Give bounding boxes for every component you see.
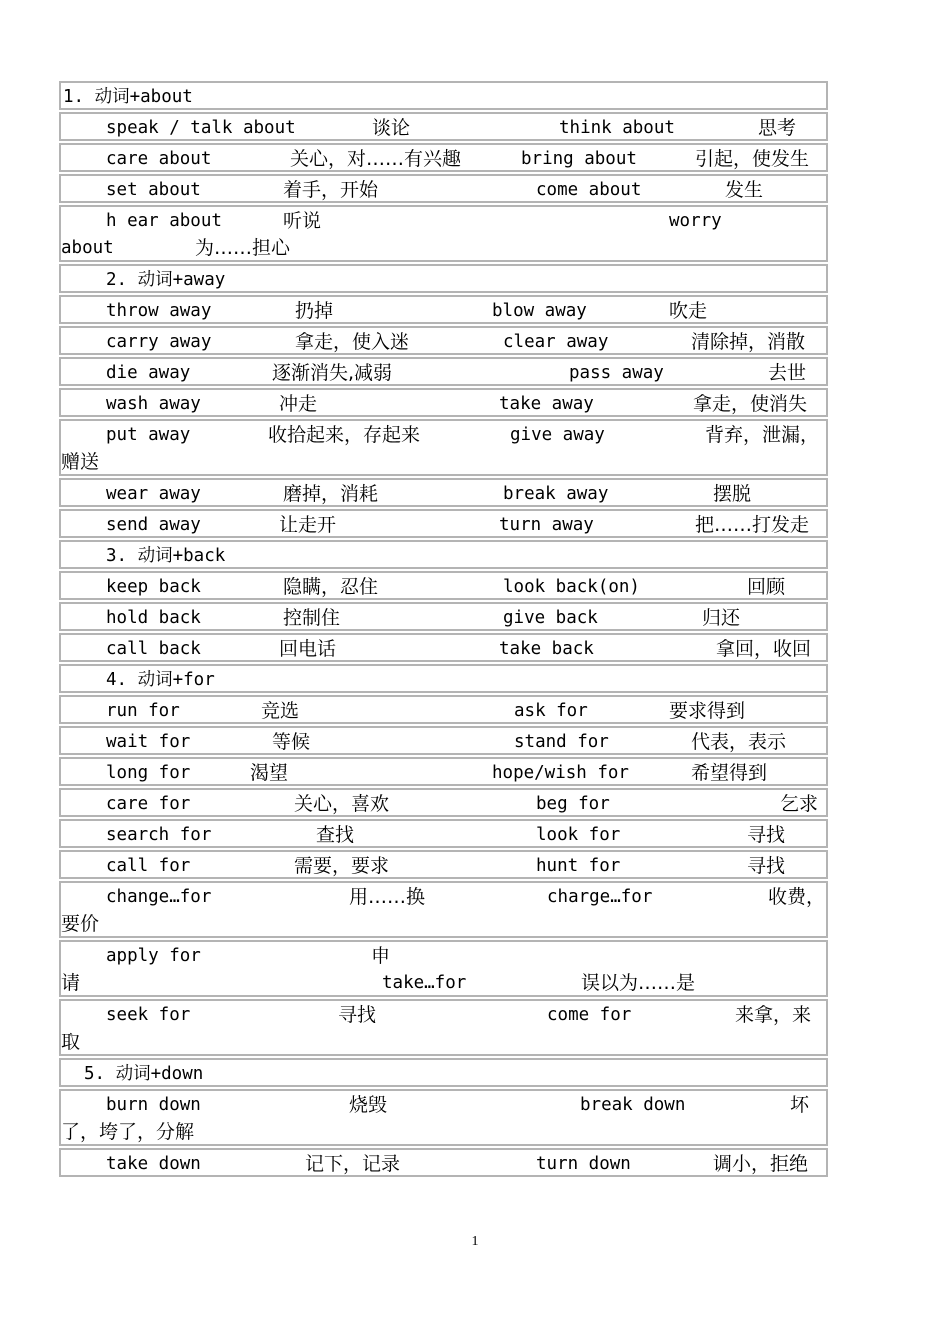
table-cell: 听说 (283, 210, 322, 232)
table-cell: die away (106, 363, 191, 383)
table-cell: long for (106, 763, 191, 783)
table-cell: take…for (382, 973, 467, 993)
table-cell: 寻找 (747, 855, 786, 877)
table-cell: hold back (106, 608, 201, 628)
table-row (59, 881, 828, 938)
table-cell: 扔掉 (295, 300, 334, 322)
table-cell: 希望得到 (691, 762, 768, 784)
table-cell: 隐瞒，忍住 (283, 576, 379, 598)
table-cell: 逐渐消失,减弱 (272, 362, 393, 384)
table-cell: hope/wish for (492, 763, 629, 783)
table-row (59, 1148, 828, 1177)
table-row (59, 174, 828, 203)
table-cell: carry away (106, 332, 212, 352)
table-cell: 清除掉，消散 (691, 331, 806, 353)
table-cell: care about (106, 149, 212, 169)
table-row (59, 788, 828, 817)
table-cell: run for (106, 701, 180, 721)
table-cell: 记下，记录 (305, 1153, 401, 1175)
table-cell: 要价 (61, 913, 100, 935)
table-cell: pass away (569, 363, 664, 383)
table-cell: look for (536, 825, 621, 845)
table-cell: 请 (61, 972, 81, 994)
table-cell: take away (499, 394, 594, 414)
table-cell: 申 (371, 945, 391, 967)
table-row (59, 264, 828, 293)
table-cell: about (61, 238, 114, 258)
table-row (59, 1089, 828, 1146)
table-row (59, 999, 828, 1056)
table-cell: 3. 动词+back (106, 546, 226, 566)
table-row (59, 295, 828, 324)
table-cell: 关心，喜欢 (294, 793, 390, 815)
table-cell: 收费， (768, 886, 826, 908)
table-cell: wash away (106, 394, 201, 414)
table-cell: 了，垮了，分解 (61, 1121, 195, 1143)
table-cell: 着手，开始 (283, 179, 379, 201)
table-cell: set about (106, 180, 201, 200)
table-cell: 寻找 (338, 1004, 377, 1026)
table-row (59, 940, 828, 997)
table-cell: change…for (106, 887, 212, 907)
table-cell: give away (510, 425, 605, 445)
table-row (59, 633, 828, 662)
table-cell: seek for (106, 1005, 191, 1025)
table-row (59, 1058, 828, 1087)
table-row (59, 695, 828, 724)
table-cell: 思考 (758, 117, 797, 139)
table-cell: h ear about (106, 211, 222, 231)
table-cell: keep back (106, 577, 201, 597)
table-cell: call back (106, 639, 201, 659)
table-cell: send away (106, 515, 201, 535)
table-cell: beg for (536, 794, 610, 814)
table-cell: care for (106, 794, 191, 814)
table-cell: blow away (492, 301, 587, 321)
page-number: 1 (471, 1234, 479, 1249)
table-row (59, 571, 828, 600)
table-cell: 寻找 (747, 824, 786, 846)
table-cell: 坏 (790, 1094, 810, 1116)
table-cell: 代表，表示 (691, 731, 787, 753)
table-cell: think about (559, 118, 675, 138)
table-row (59, 509, 828, 538)
table-cell: burn down (106, 1095, 201, 1115)
table-row (59, 602, 828, 631)
table-cell: 冲走 (279, 393, 318, 415)
table-cell: take down (106, 1154, 201, 1174)
table-cell: stand for (514, 732, 609, 752)
table-row (59, 819, 828, 848)
table-cell: break down (580, 1095, 686, 1115)
table-cell: 乞求 (780, 793, 819, 815)
table-cell: come for (547, 1005, 632, 1025)
table-cell: 用……换 (349, 886, 426, 908)
table-cell: 等候 (272, 731, 311, 753)
table-cell: ask for (514, 701, 588, 721)
table-cell: 4. 动词+for (106, 670, 215, 690)
table-row (59, 326, 828, 355)
table-cell: 渴望 (250, 762, 289, 784)
table-row (59, 112, 828, 141)
table-cell: turn away (499, 515, 594, 535)
table-row (59, 388, 828, 417)
table-cell: 1. 动词+about (63, 87, 193, 107)
table-cell: search for (106, 825, 212, 845)
table-cell: hunt for (536, 856, 621, 876)
table-cell: 需要，要求 (294, 855, 390, 877)
table-row (59, 540, 828, 569)
table-cell: wait for (106, 732, 191, 752)
table-cell: 赠送 (61, 451, 100, 473)
table-cell: 收拾起来，存起来 (268, 424, 421, 446)
table-cell: throw away (106, 301, 212, 321)
table-row (59, 205, 828, 262)
table-row (59, 850, 828, 879)
table-cell: 归还 (702, 607, 741, 629)
table-cell: 让走开 (279, 514, 337, 536)
table-cell: come about (536, 180, 642, 200)
table-cell: 查找 (316, 824, 355, 846)
table-cell: wear away (106, 484, 201, 504)
table-cell: take back (499, 639, 594, 659)
table-cell: put away (106, 425, 191, 445)
table-cell: 摆脱 (713, 483, 752, 505)
table-row (59, 419, 828, 476)
table-cell: 去世 (768, 362, 807, 384)
table-cell: 背弃，泄漏， (705, 424, 820, 446)
table-cell: 谈论 (372, 117, 411, 139)
table-cell: 回顾 (747, 576, 786, 598)
table-cell: 竞选 (261, 700, 300, 722)
table-row (59, 357, 828, 386)
table-row (59, 757, 828, 786)
table-cell: 烧毁 (349, 1094, 388, 1116)
table-cell: clear away (503, 332, 609, 352)
table-cell: 控制住 (283, 607, 341, 629)
table-cell: turn down (536, 1154, 631, 1174)
table-row (59, 143, 828, 172)
table-cell: break away (503, 484, 609, 504)
table-cell: 把……打发走 (695, 514, 810, 536)
table-cell: 为……担心 (195, 237, 291, 259)
table-cell: 误以为……是 (581, 972, 696, 994)
table-cell: bring about (521, 149, 637, 169)
table-row (59, 81, 828, 110)
table-row (59, 478, 828, 507)
table-cell: 拿走，使入迷 (295, 331, 410, 353)
table-cell: 调小，拒绝 (713, 1153, 809, 1175)
table-cell: call for (106, 856, 191, 876)
table-row (59, 664, 828, 693)
table-cell: 关心，对……有兴趣 (290, 148, 462, 170)
table-cell: charge…for (547, 887, 653, 907)
table-cell: 5. 动词+down (84, 1064, 204, 1084)
table-cell: 吹走 (669, 300, 708, 322)
table-cell: 拿走，使消失 (693, 393, 808, 415)
table-cell: speak / talk about (106, 118, 296, 138)
table-cell: give back (503, 608, 598, 628)
table-cell: look back(on) (503, 577, 640, 597)
table-cell: 要求得到 (669, 700, 746, 722)
table-cell: 发生 (725, 179, 764, 201)
phrase-table (59, 81, 828, 1179)
table-cell: 取 (61, 1031, 81, 1053)
table-cell: worry (669, 211, 722, 231)
table-cell: 回电话 (279, 638, 337, 660)
table-row (59, 726, 828, 755)
table-cell: 磨掉，消耗 (283, 483, 379, 505)
table-cell: 来拿，来 (735, 1004, 812, 1026)
table-cell: 拿回，收回 (716, 638, 812, 660)
table-cell: 引起，使发生 (695, 148, 810, 170)
table-cell: 2. 动词+away (106, 270, 226, 290)
table-cell: apply for (106, 946, 201, 966)
